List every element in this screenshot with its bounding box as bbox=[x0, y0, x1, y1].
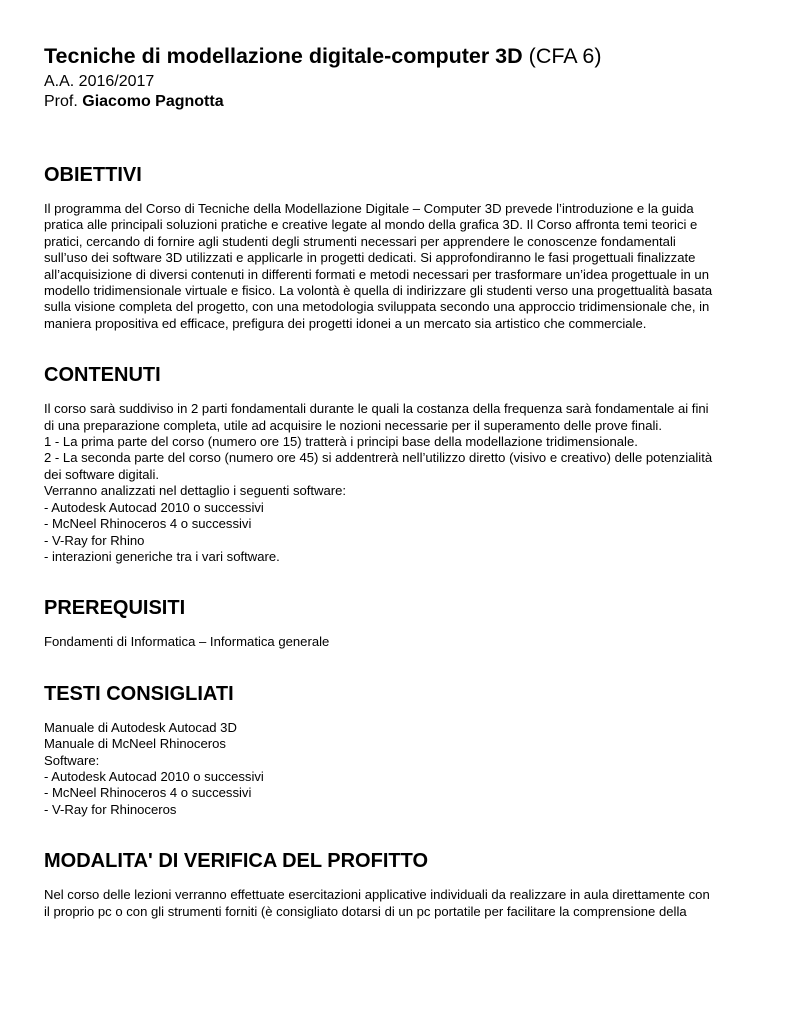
section-heading-prerequisiti: PREREQUISITI bbox=[44, 597, 186, 620]
text-line: sull’uso dei software 3D utilizzati e applicarle in progetti dedicati. Si approfondiranno le fasi progettuali finalizzate bbox=[44, 250, 696, 266]
text-line: Nel corso delle lezioni verranno effettuate esercitazioni applicative individuali da realizzare in aula direttamente con bbox=[44, 887, 710, 903]
document-title bbox=[44, 43, 754, 69]
text-line: di una preparazione completa, utile ad acquisire le nozioni necessarie per il superamento delle prove finali. bbox=[44, 417, 662, 433]
professor-prefix: Prof. bbox=[44, 93, 78, 110]
list-item: - Autodesk Autocad 2010 o successivi bbox=[44, 768, 264, 784]
professor-line bbox=[44, 92, 754, 111]
text-line: modello tridimensionale virtuale e fisico. La volontà è quella di indirizzare gli studenti verso una progettualità basata bbox=[44, 283, 713, 299]
text-line: 2 - La seconda parte del corso (numero ore 45) si addentrerà nell’utilizzo diretto (visivo e creativo) delle potenzialità bbox=[44, 450, 713, 466]
text-line: Il corso sarà suddiviso in 2 parti fondamentali durante le quali la costanza della frequenza sarà fondamentale ai fini bbox=[44, 401, 709, 417]
list-item: - interazioni generiche tra i vari software. bbox=[44, 548, 280, 564]
text-line: Software: bbox=[44, 752, 100, 768]
text-line: il proprio pc o con gli strumenti forniti (è consigliato dotarsi di un pc portatile per facilitare la comprensione della bbox=[44, 903, 687, 919]
obiettivi-paragraph bbox=[44, 201, 754, 332]
contenuti-paragraph bbox=[44, 401, 754, 565]
list-item: - V-Ray for Rhinoceros bbox=[44, 801, 177, 817]
text-line: maniera propositiva ed efficace, prefigura dei progetti idonei a un mercato sia artistico che commerciale. bbox=[44, 315, 647, 331]
list-item: - V-Ray for Rhino bbox=[44, 532, 145, 548]
document-page bbox=[44, 40, 754, 920]
text-line: pratici, cercando di fornire agli studenti degli strumenti necessari per apprendere le conoscenze fondamentali bbox=[44, 233, 676, 249]
list-item: - Autodesk Autocad 2010 o successivi bbox=[44, 499, 264, 515]
verifica-paragraph bbox=[44, 887, 754, 920]
text-line: Il programma del Corso di Tecniche della Modellazione Digitale – Computer 3D prevede l’introduzione e la guida bbox=[44, 201, 694, 216]
text-line: dei software digitali. bbox=[44, 466, 159, 482]
text-line: 1 - La prima parte del corso (numero ore 15) tratterà i principi base della modellazione tridimensionale. bbox=[44, 434, 638, 450]
text-line: all’acquisizione di diversi contenuti in differenti formati e metodi necessari per trasformare un’idea progettuale in un bbox=[44, 266, 709, 282]
section-heading-obiettivi: OBIETTIVI bbox=[44, 164, 142, 186]
text-line: pratica alle principali soluzioni pratiche e creative legate al mondo della grafica 3D. Il Corso affronta temi teorici e bbox=[44, 217, 698, 233]
section-heading-verifica: MODALITA' DI VERIFICA DEL PROFITTO bbox=[44, 850, 429, 873]
professor-name: Giacomo Pagnotta bbox=[82, 93, 224, 110]
text-line: sulla visione completa del progetto, con una metodologia sviluppata secondo una approccio tridimensionale che, in bbox=[44, 299, 710, 315]
section-heading-contenuti: CONTENUTI bbox=[44, 364, 161, 387]
text-line: Fondamenti di Informatica – Informatica generale bbox=[44, 634, 330, 650]
text-line: Manuale di McNeel Rhinoceros bbox=[44, 736, 226, 752]
text-line: Manuale di Autodesk Autocad 3D bbox=[44, 719, 237, 735]
text-line: Verranno analizzati nel dettaglio i seguenti software: bbox=[44, 483, 347, 499]
list-item: - McNeel Rhinoceros 4 o successivi bbox=[44, 785, 252, 801]
testi-paragraph bbox=[44, 720, 754, 818]
prerequisiti-paragraph bbox=[44, 634, 754, 650]
list-item: - McNeel Rhinoceros 4 o successivi bbox=[44, 516, 252, 532]
academic-year: A.A. 2016/2017 bbox=[44, 73, 155, 90]
course-name: Tecniche di modellazione digitale-computer 3D bbox=[44, 44, 523, 68]
section-heading-testi-consigliati: TESTI CONSIGLIATI bbox=[44, 682, 234, 705]
course-code: (CFA 6) bbox=[528, 44, 602, 68]
